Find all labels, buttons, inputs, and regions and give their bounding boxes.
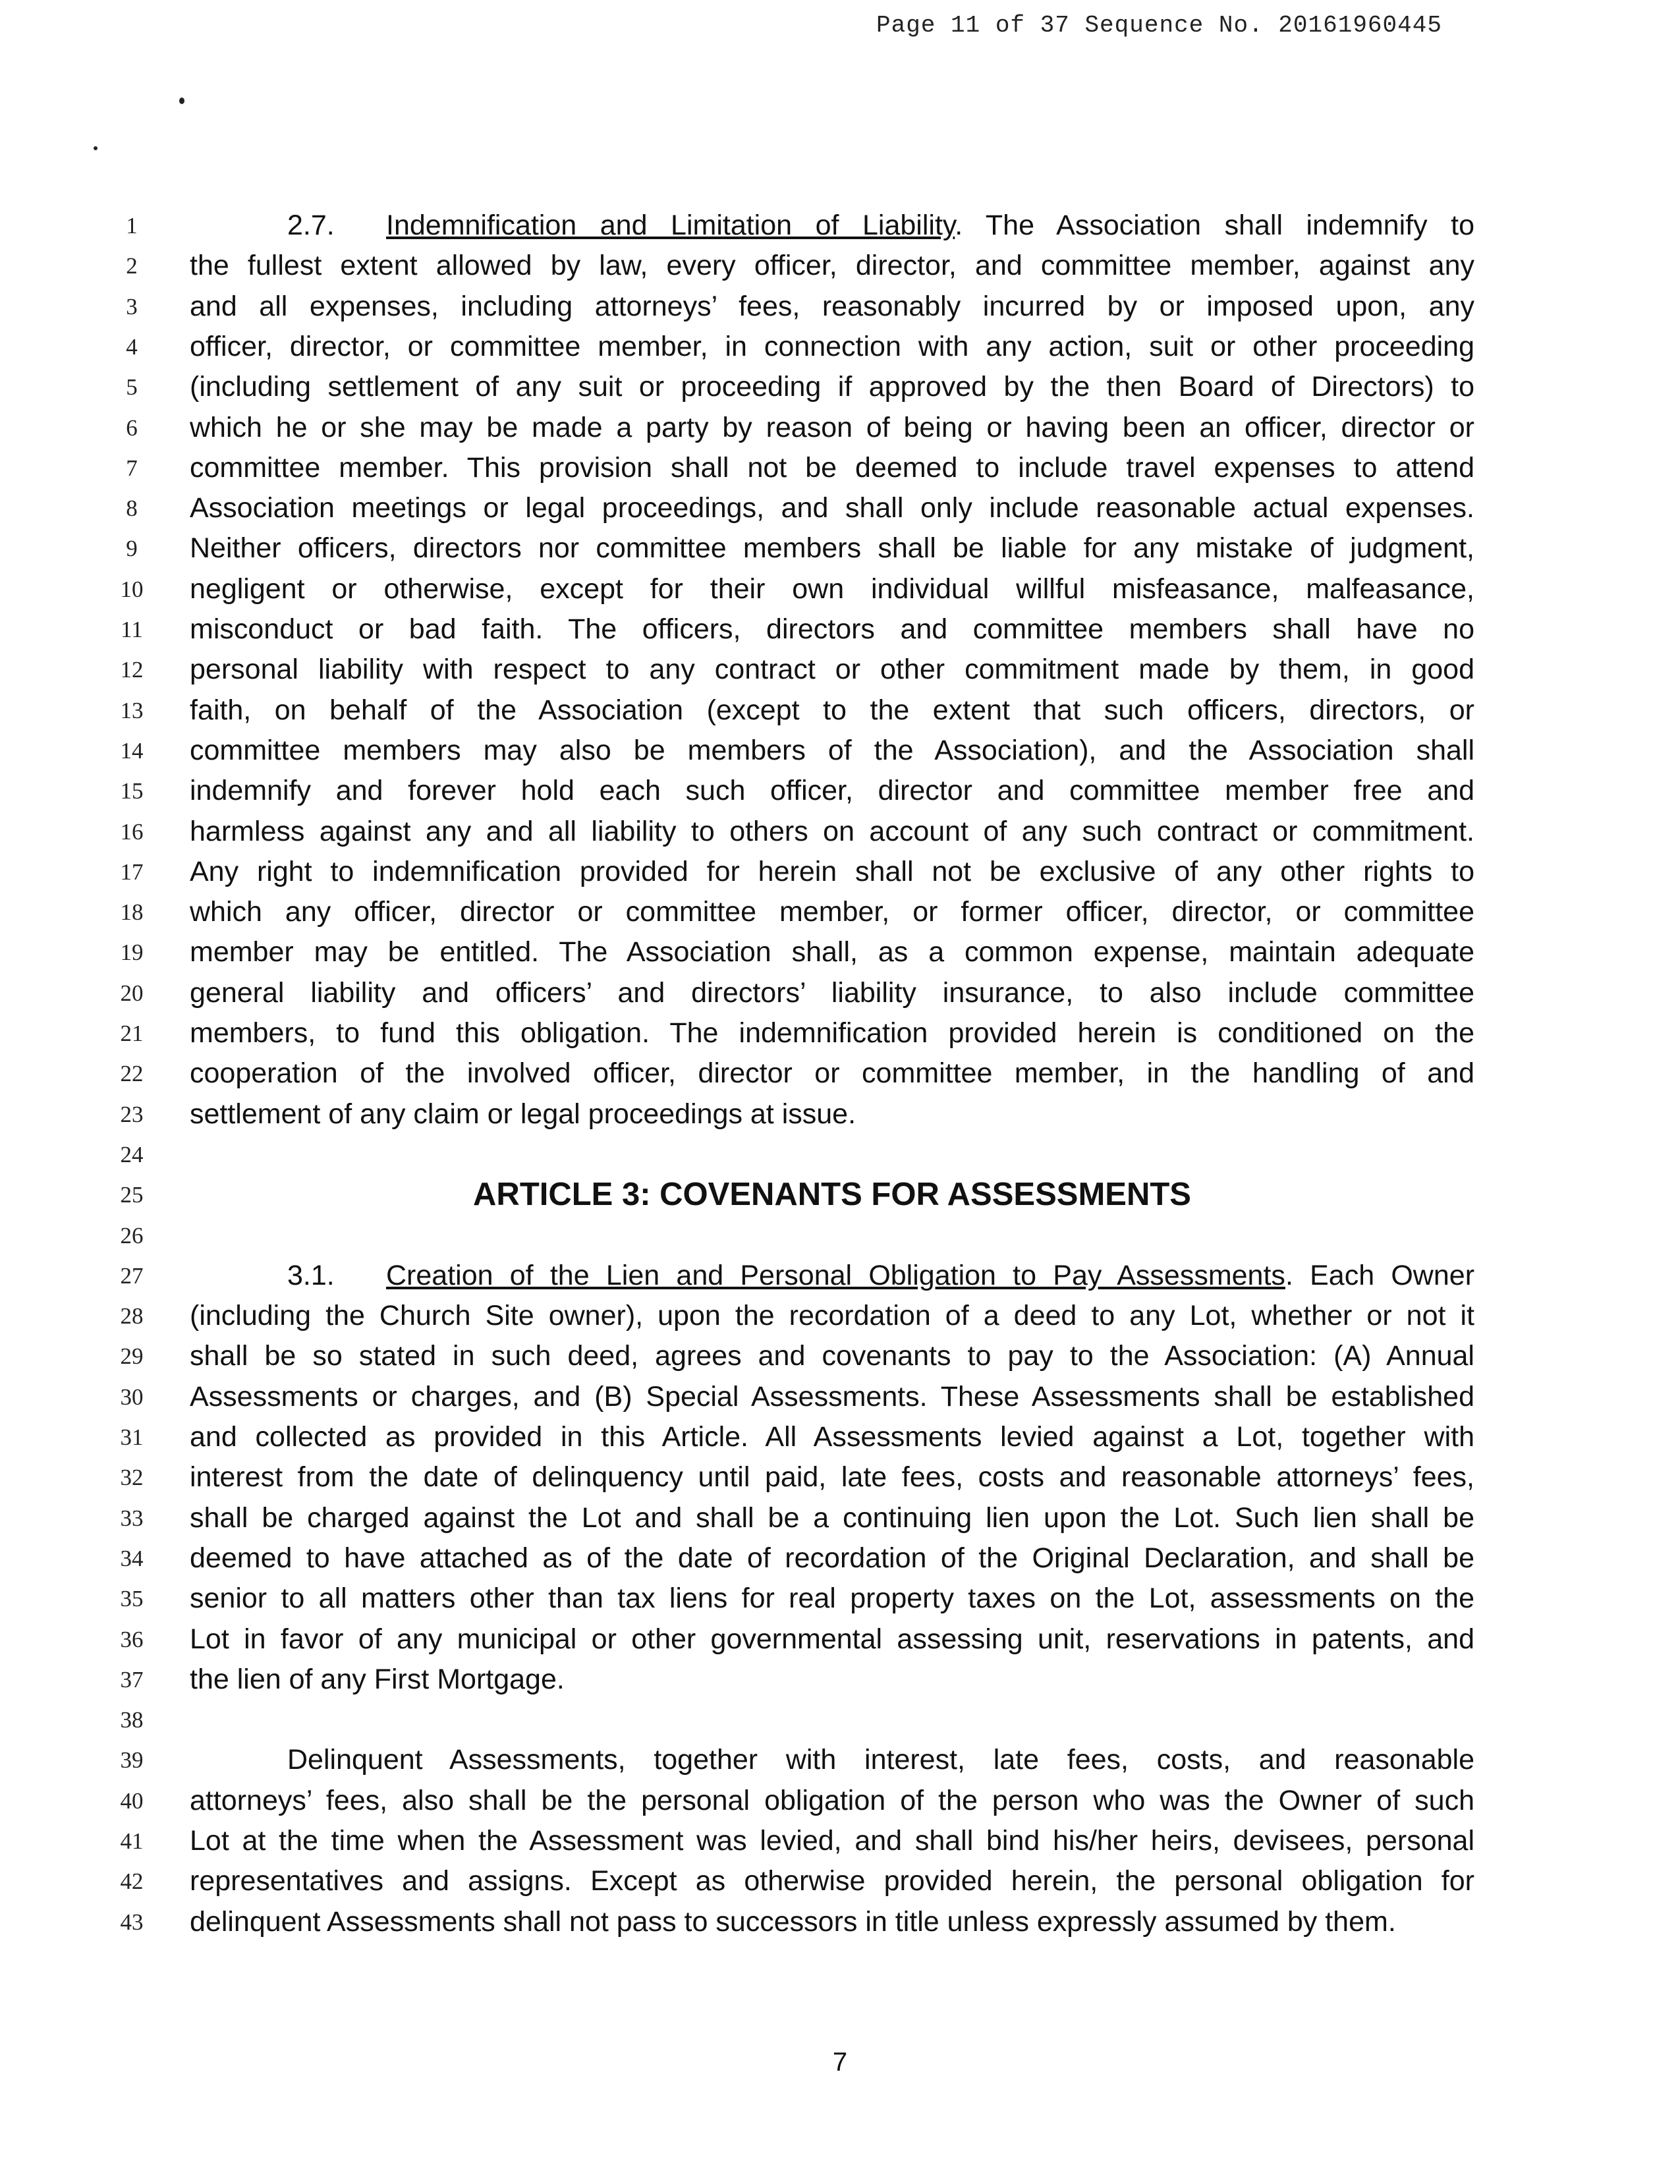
paragraph-line: Lot at the time when the Assessment was levied, and shall bind his/her heirs, devisees, personal [190, 1825, 1474, 1857]
line-number: 2 [126, 253, 138, 279]
article-heading: ARTICLE 3: COVENANTS FOR ASSESSMENTS [473, 1177, 1191, 1213]
paragraph-line: general liability and officers’ and directors’ liability insurance, to also include committee [190, 976, 1474, 1009]
line-number: 29 [120, 1343, 144, 1370]
document-line [0, 1216, 1680, 1256]
line-number: 21 [120, 1021, 144, 1046]
line-number: 36 [120, 1626, 144, 1652]
line-number: 23 [120, 1101, 144, 1127]
paragraph-line: and all expenses, including attorneys’ fees, reasonably incurred by or imposed upon, any [190, 290, 1474, 322]
document-line [0, 1336, 1680, 1376]
line-number: 15 [120, 778, 144, 804]
paragraph-line: indemnify and forever hold each such officer, director and committee member free and [190, 775, 1474, 807]
line-number: 30 [120, 1384, 144, 1410]
line-number: 28 [120, 1303, 144, 1330]
paragraph-line: personal liability with respect to any contract or other commitment made by them, in good [190, 654, 1474, 686]
document-line [0, 1377, 1680, 1417]
line-number: 27 [120, 1262, 144, 1289]
document-line [0, 1256, 1680, 1296]
document-line [0, 973, 1680, 1013]
paragraph-line: harmless against any and all liability to others on account of any such contract or commitment. [190, 815, 1474, 847]
line-number: 26 [120, 1222, 144, 1248]
paragraph-line: attorneys’ fees, also shall be the personal obligation of the person who was the Owner of such [190, 1784, 1474, 1816]
line-number: 9 [126, 536, 138, 562]
document-line [0, 932, 1680, 972]
line-number: 7 [126, 455, 138, 481]
line-number: 12 [120, 657, 144, 683]
paragraph-line: the fullest extent allowed by law, every officer, director, and committee member, against any [190, 250, 1474, 282]
document-line [0, 1700, 1680, 1740]
line-number: 6 [126, 414, 138, 441]
document-line [0, 327, 1680, 367]
line-number: 37 [120, 1666, 144, 1693]
paragraph-line: cooperation of the involved officer, director or committee member, in the handling of and [190, 1057, 1474, 1090]
line-number: 20 [120, 980, 144, 1006]
line-number: 42 [120, 1868, 144, 1895]
line-number: 4 [126, 333, 138, 360]
paragraph-line: Association meetings or legal proceedings, and shall only include reasonable actual expenses. [190, 492, 1474, 524]
paragraph-line: which any officer, director or committee member, or former officer, director, or committee [190, 896, 1474, 928]
paragraph-line: senior to all matters other than tax liens for real property taxes on the Lot, assessments on the [190, 1582, 1474, 1615]
document-line [0, 650, 1680, 690]
document-line [0, 1053, 1680, 1094]
line-number: 32 [120, 1465, 144, 1491]
paragraph-first-line: Delinquent Assessments, together with interest, late fees, costs, and reasonable [287, 1744, 1474, 1776]
document-line [0, 1861, 1680, 1901]
document-line [0, 1175, 1680, 1215]
line-number: 1 [126, 213, 138, 238]
paragraph-line: shall be so stated in such deed, agrees and covenants to pay to the Association: (A) Annual [190, 1340, 1474, 1372]
section-number: 2.7. [287, 210, 335, 241]
line-number: 24 [120, 1141, 144, 1167]
line-number: 3 [126, 293, 138, 320]
document-line [0, 528, 1680, 569]
line-number: 31 [120, 1424, 144, 1450]
document-line [0, 246, 1680, 286]
line-number: 41 [120, 1828, 144, 1854]
document-line [0, 1781, 1680, 1821]
document-line [0, 771, 1680, 811]
line-number: 10 [120, 576, 144, 602]
paragraph-line: (including the Church Site owner), upon the recordation of a deed to any Lot, whether or not it [190, 1300, 1474, 1332]
section-text: . Each Owner [1285, 1259, 1475, 1291]
document-line [0, 408, 1680, 448]
page-sequence-header: Page 11 of 37 Sequence No. 20161960445 [876, 12, 1442, 39]
document-line [0, 488, 1680, 528]
paragraph-line: committee member. This provision shall not be deemed to include travel expenses to attend [190, 451, 1474, 484]
document-line [0, 731, 1680, 771]
document-line [0, 892, 1680, 932]
section-title: Indemnification and Limitation of Liability [386, 210, 955, 241]
document-line [0, 1660, 1680, 1700]
paragraph-line: Any right to indemnification provided for herein shall not be exclusive of any other rights to [190, 855, 1474, 887]
paragraph-line: Lot in favor of any municipal or other governmental assessing unit, reservations in patents, and [190, 1623, 1474, 1655]
line-number: 8 [126, 495, 138, 522]
paragraph-line: members, to fund this obligation. The indemnification provided herein is conditioned on the [190, 1017, 1474, 1049]
document-line [0, 812, 1680, 852]
line-number: 19 [120, 939, 144, 966]
document-line [0, 690, 1680, 731]
scan-speck [179, 98, 184, 104]
paragraph-line: shall be charged against the Lot and shall be a continuing lien upon the Lot. Such lien shall be [190, 1501, 1474, 1534]
paragraph-line: delinquent Assessments shall not pass to successors in title unless expressly assumed by them. [190, 1905, 1396, 1938]
document-line [0, 287, 1680, 327]
line-number: 35 [120, 1586, 144, 1612]
document-line [0, 206, 1680, 246]
paragraph-line: faith, on behalf of the Association (except to the extent that such officers, directors, or [190, 694, 1474, 726]
section-first-line [287, 1256, 1474, 1296]
paragraph-line: negligent or otherwise, except for their own individual willful misfeasance, malfeasance, [190, 573, 1474, 605]
document-line [0, 1821, 1680, 1861]
paragraph-line: officer, director, or committee member, in connection with any action, suit or other proceeding [190, 330, 1474, 362]
line-number: 38 [120, 1707, 144, 1733]
line-number: 17 [120, 858, 144, 885]
paragraph-line: (including settlement of any suit or proceeding if approved by the then Board of Directors) to [190, 371, 1474, 403]
paragraph-line: misconduct or bad faith. The officers, directors and committee members shall have no [190, 613, 1474, 645]
paragraph-line: Neither officers, directors nor committee members shall be liable for any mistake of judgment, [190, 532, 1474, 565]
document-line [0, 1902, 1680, 1942]
document-line [0, 1457, 1680, 1498]
document-line [0, 1296, 1680, 1336]
line-number: 5 [126, 374, 138, 401]
document-line [0, 1498, 1680, 1538]
document-line [0, 1619, 1680, 1660]
line-number: 16 [120, 818, 144, 845]
document-line [0, 569, 1680, 609]
section-number: 3.1. [287, 1259, 335, 1291]
section-first-line [287, 206, 1474, 246]
paragraph-line: representatives and assigns. Except as otherwise provided herein, the personal obligation for [190, 1865, 1474, 1897]
line-number: 40 [120, 1787, 144, 1814]
document-line [0, 1579, 1680, 1619]
section-title: Creation of the Lien and Personal Obligation to Pay Assessments [386, 1259, 1285, 1291]
paragraph-line: and collected as provided in this Article. All Assessments levied against a Lot, together with [190, 1421, 1474, 1453]
document-line [0, 1538, 1680, 1579]
document-line [0, 367, 1680, 407]
paragraph-line: interest from the date of delinquency until paid, late fees, costs and reasonable attorneys’ fees, [190, 1461, 1474, 1494]
line-number: 18 [120, 899, 144, 926]
paragraph-line: the lien of any First Mortgage. [190, 1663, 565, 1695]
document-line [0, 1013, 1680, 1053]
line-number: 14 [120, 737, 144, 764]
paragraph-line: deemed to have attached as of the date of recordation of the Original Declaration, and shall be [190, 1542, 1474, 1574]
line-number: 22 [120, 1061, 144, 1087]
scan-speck [94, 146, 98, 150]
paragraph-line: Assessments or charges, and (B) Special Assessments. These Assessments shall be established [190, 1380, 1474, 1413]
page-number: 7 [832, 2048, 848, 2077]
line-number: 33 [120, 1505, 144, 1531]
line-number: 43 [120, 1909, 144, 1935]
document-line [0, 1417, 1680, 1457]
section-text: . The Association shall indemnify to [955, 210, 1474, 241]
line-number: 13 [120, 697, 144, 723]
line-number: 39 [120, 1747, 144, 1774]
document-line [0, 448, 1680, 488]
paragraph-line: committee members may also be members of the Association), and the Association shall [190, 734, 1474, 766]
paragraph-line: settlement of any claim or legal proceedings at issue. [190, 1098, 856, 1130]
document-line [0, 852, 1680, 892]
document-line [0, 1094, 1680, 1134]
document-line [0, 1740, 1680, 1780]
line-number: 25 [120, 1182, 144, 1208]
paragraph-line: member may be entitled. The Association shall, as a common expense, maintain adequate [190, 936, 1474, 968]
document-line [0, 1134, 1680, 1175]
paragraph-line: which he or she may be made a party by reason of being or having been an officer, director or [190, 411, 1474, 443]
line-number: 34 [120, 1545, 144, 1571]
line-number: 11 [121, 617, 143, 642]
document-line [0, 609, 1680, 650]
